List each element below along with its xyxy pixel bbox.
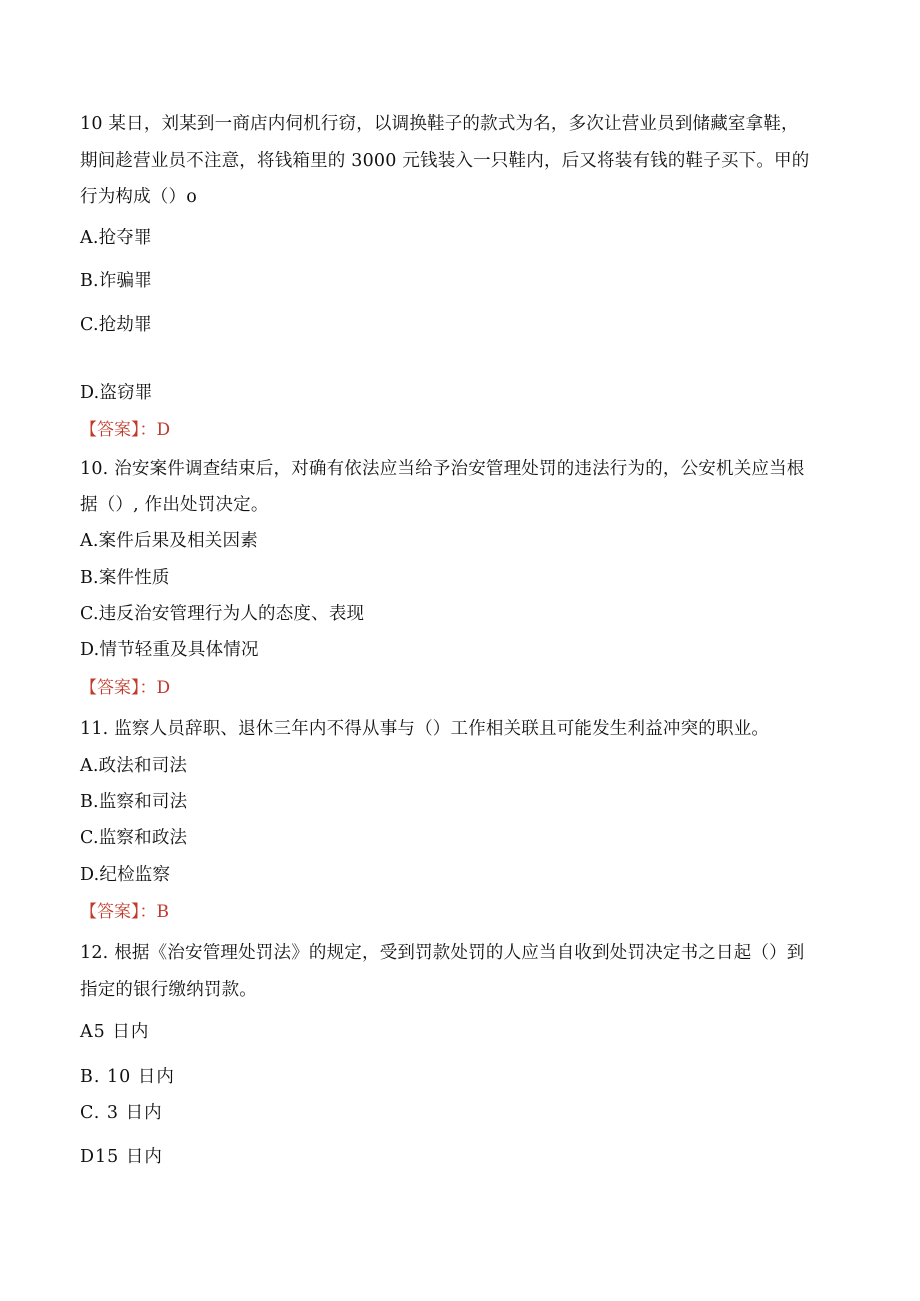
question-10a-answer [80,418,170,442]
question-12-stem-line-2: 指定的银行缴纳罚款。 [80,980,257,1000]
answer-separator: ： [139,420,157,440]
question-10a-stem-line-3: 行为构成（）o [80,187,197,207]
question-10b-option-d: D.情节轻重及具体情况 [80,640,259,660]
answer-separator: ： [139,902,157,922]
question-11-option-b: B.监察和司法 [80,792,188,812]
question-12-option-c: C. 3 日内 [80,1103,163,1123]
question-11-answer [80,900,169,924]
question-10a-option-c: C.抢劫罪 [80,315,152,335]
answer-separator: ： [139,678,157,698]
question-12-option-a: A5 日内 [80,1022,150,1042]
question-10b-stem-line-1: 10. 治安案件调查结束后，对确有依法应当给予治安管理处罚的违法行为的，公安机关应当根 [80,459,805,479]
question-10a-stem-line-2: 期间趁营业员不注意，将钱箱里的 3000 元钱装入一只鞋内，后又将装有钱的鞋子买下。甲的 [80,151,810,171]
answer-value: B [156,902,169,922]
question-10a-option-a: A.抢夺罪 [80,228,152,248]
question-10a-stem-line-1: 10 某日，刘某到一商店内伺机行窃，以调换鞋子的款式为名，多次让营业员到储藏室拿鞋， [80,114,799,134]
answer-label: 【答案】 [80,420,140,440]
question-10b-option-a: A.案件后果及相关因素 [80,531,258,551]
answer-value: D [156,420,171,440]
answer-label: 【答案】 [80,678,140,698]
answer-label: 【答案】 [80,902,140,922]
question-10b-option-c: C.违反治安管理行为人的态度、表现 [80,604,365,624]
answer-value: D [156,678,171,698]
question-11-option-d: D.纪检监察 [80,865,171,885]
question-11-option-c: C.监察和政法 [80,828,188,848]
question-10a-option-d: D.盗窃罪 [80,383,153,403]
question-10b-option-b: B.案件性质 [80,568,170,588]
question-12-option-d: D15 日内 [80,1147,163,1167]
question-11-option-a: A.政法和司法 [80,756,188,776]
question-12-option-b: B. 10 日内 [80,1067,175,1087]
question-12-stem-line-1: 12. 根据《治安管理处罚法》的规定，受到罚款处罚的人应当自收到处罚决定书之日起（）到 [80,943,805,963]
question-10b-stem-line-2: 据（）, 作出处罚决定。 [80,495,269,515]
question-11-stem-line-1: 11. 监察人员辞职、退休三年内不得从事与（）工作相关联且可能发生利益冲突的职业。 [80,719,770,739]
question-10a-option-b: B.诈骗罪 [80,271,152,291]
question-10b-answer [80,676,170,700]
